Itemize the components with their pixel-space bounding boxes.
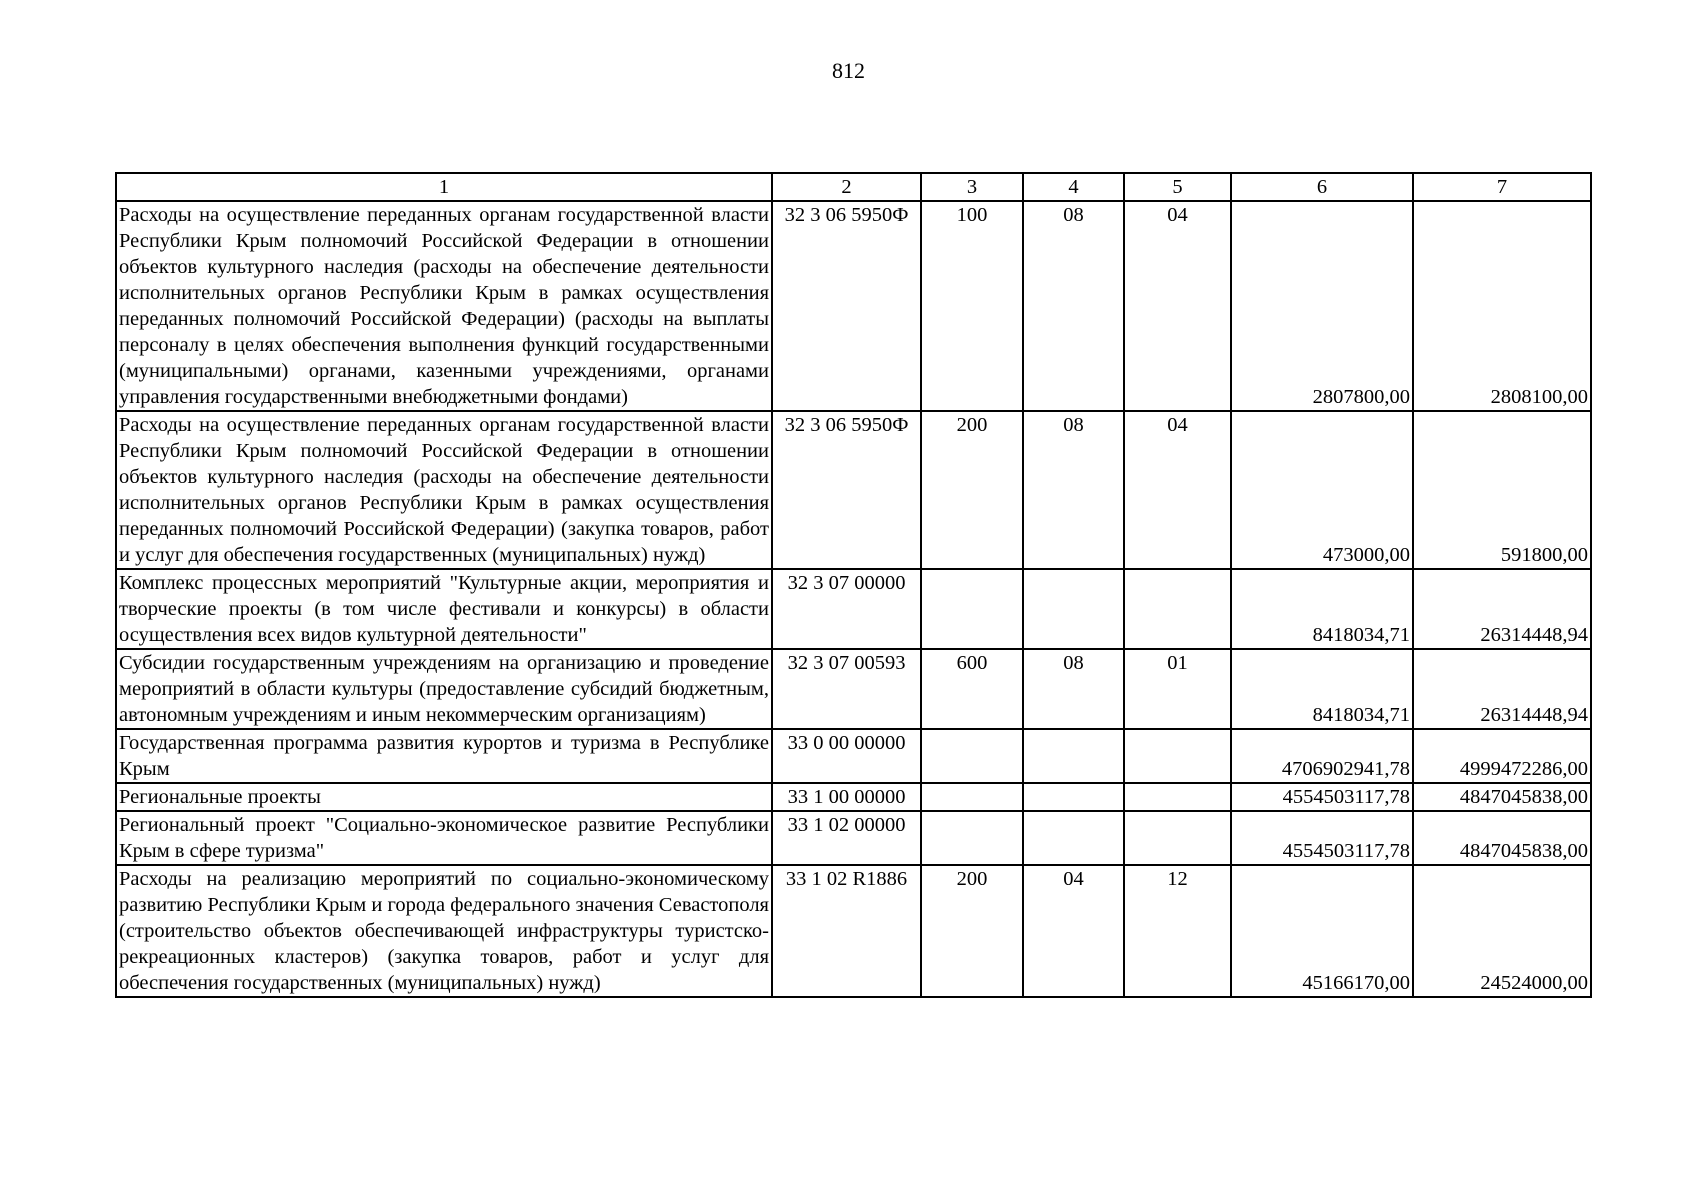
target-article-code: 33 0 00 00000 <box>772 729 921 783</box>
header-cell: 3 <box>921 173 1023 201</box>
amount-year-2: 24524000,00 <box>1413 865 1591 997</box>
subsection-code: 12 <box>1124 865 1231 997</box>
row-name: Субсидии государственным учреждениям на организацию и проведение мероприятий в области культуры (предоставление субсидий бюджетным, автономным учреждениям и иным некоммерческим организациям) <box>116 649 772 729</box>
amount-year-1: 8418034,71 <box>1231 649 1413 729</box>
section-code: 08 <box>1023 649 1124 729</box>
row-name: Региональные проекты <box>116 783 772 811</box>
subsection-code: 01 <box>1124 649 1231 729</box>
table-header-row <box>116 173 1591 201</box>
row-name: Расходы на реализацию мероприятий по социально-экономическому развитию Республики Крым и города федерального значения Севастополя (строительство объектов обеспечивающей инфраструктуры туристско-рекреационных кластеров) (закупка товаров, работ и услуг для обеспечения государственных (муниципальных) нужд) <box>116 865 772 997</box>
subsection-code <box>1124 729 1231 783</box>
page-number: 812 <box>832 58 865 83</box>
amount-year-2: 591800,00 <box>1413 411 1591 569</box>
section-code: 04 <box>1023 865 1124 997</box>
section-code: 08 <box>1023 201 1124 411</box>
expense-type-code: 100 <box>921 201 1023 411</box>
subsection-code: 04 <box>1124 411 1231 569</box>
header-cell: 7 <box>1413 173 1591 201</box>
subsection-code <box>1124 783 1231 811</box>
target-article-code: 32 3 06 5950Ф <box>772 411 921 569</box>
row-name: Государственная программа развития курортов и туризма в Республике Крым <box>116 729 772 783</box>
expense-type-code <box>921 811 1023 865</box>
budget-table <box>115 172 1592 998</box>
section-code <box>1023 783 1124 811</box>
expense-type-code <box>921 569 1023 649</box>
header-cell: 2 <box>772 173 921 201</box>
amount-year-1: 2807800,00 <box>1231 201 1413 411</box>
expense-type-code: 200 <box>921 865 1023 997</box>
target-article-code: 32 3 07 00000 <box>772 569 921 649</box>
table-row <box>116 783 1591 811</box>
expense-type-code <box>921 729 1023 783</box>
amount-year-1: 4554503117,78 <box>1231 783 1413 811</box>
amount-year-1: 4706902941,78 <box>1231 729 1413 783</box>
header-cell: 4 <box>1023 173 1124 201</box>
section-code: 08 <box>1023 411 1124 569</box>
target-article-code: 32 3 07 00593 <box>772 649 921 729</box>
subsection-code: 04 <box>1124 201 1231 411</box>
header-cell: 6 <box>1231 173 1413 201</box>
section-code <box>1023 729 1124 783</box>
amount-year-2: 4847045838,00 <box>1413 783 1591 811</box>
target-article-code: 33 1 00 00000 <box>772 783 921 811</box>
section-code <box>1023 569 1124 649</box>
amount-year-2: 26314448,94 <box>1413 569 1591 649</box>
row-name: Комплекс процессных мероприятий "Культурные акции, мероприятия и творческие проекты (в том числе фестивали и конкурсы) в области осуществления всех видов культурной деятельности" <box>116 569 772 649</box>
expense-type-code <box>921 783 1023 811</box>
amount-year-2: 4999472286,00 <box>1413 729 1591 783</box>
subsection-code <box>1124 811 1231 865</box>
expense-type-code: 200 <box>921 411 1023 569</box>
amount-year-2: 4847045838,00 <box>1413 811 1591 865</box>
table-row <box>116 729 1591 783</box>
table-row <box>116 201 1591 411</box>
amount-year-2: 2808100,00 <box>1413 201 1591 411</box>
table-row <box>116 865 1591 997</box>
expense-type-code: 600 <box>921 649 1023 729</box>
table-row <box>116 811 1591 865</box>
row-name: Расходы на осуществление переданных органам государственной власти Республики Крым полномочий Российской Федерации в отношении объектов культурного наследия (расходы на обеспечение деятельности исполнительных органов Республики Крым в рамках осуществления переданных полномочий Российской Федерации) (расходы на выплаты персоналу в целях обеспечения выполнения функций государственными (муниципальными) органами, казенными учреждениями, органами управления государственными внебюджетными фондами) <box>116 201 772 411</box>
amount-year-1: 8418034,71 <box>1231 569 1413 649</box>
table-row <box>116 411 1591 569</box>
header-cell: 1 <box>116 173 772 201</box>
row-name: Региональный проект "Социально-экономическое развитие Республики Крым в сфере туризма" <box>116 811 772 865</box>
section-code <box>1023 811 1124 865</box>
header-cell: 5 <box>1124 173 1231 201</box>
table-row <box>116 649 1591 729</box>
target-article-code: 33 1 02 R1886 <box>772 865 921 997</box>
amount-year-1: 4554503117,78 <box>1231 811 1413 865</box>
row-name: Расходы на осуществление переданных органам государственной власти Республики Крым полномочий Российской Федерации в отношении объектов культурного наследия (расходы на обеспечение деятельности исполнительных органов Республики Крым в рамках осуществления переданных полномочий Российской Федерации) (закупка товаров, работ и услуг для обеспечения государственных (муниципальных) нужд) <box>116 411 772 569</box>
target-article-code: 32 3 06 5950Ф <box>772 201 921 411</box>
table-row <box>116 569 1591 649</box>
subsection-code <box>1124 569 1231 649</box>
target-article-code: 33 1 02 00000 <box>772 811 921 865</box>
amount-year-2: 26314448,94 <box>1413 649 1591 729</box>
amount-year-1: 473000,00 <box>1231 411 1413 569</box>
amount-year-1: 45166170,00 <box>1231 865 1413 997</box>
